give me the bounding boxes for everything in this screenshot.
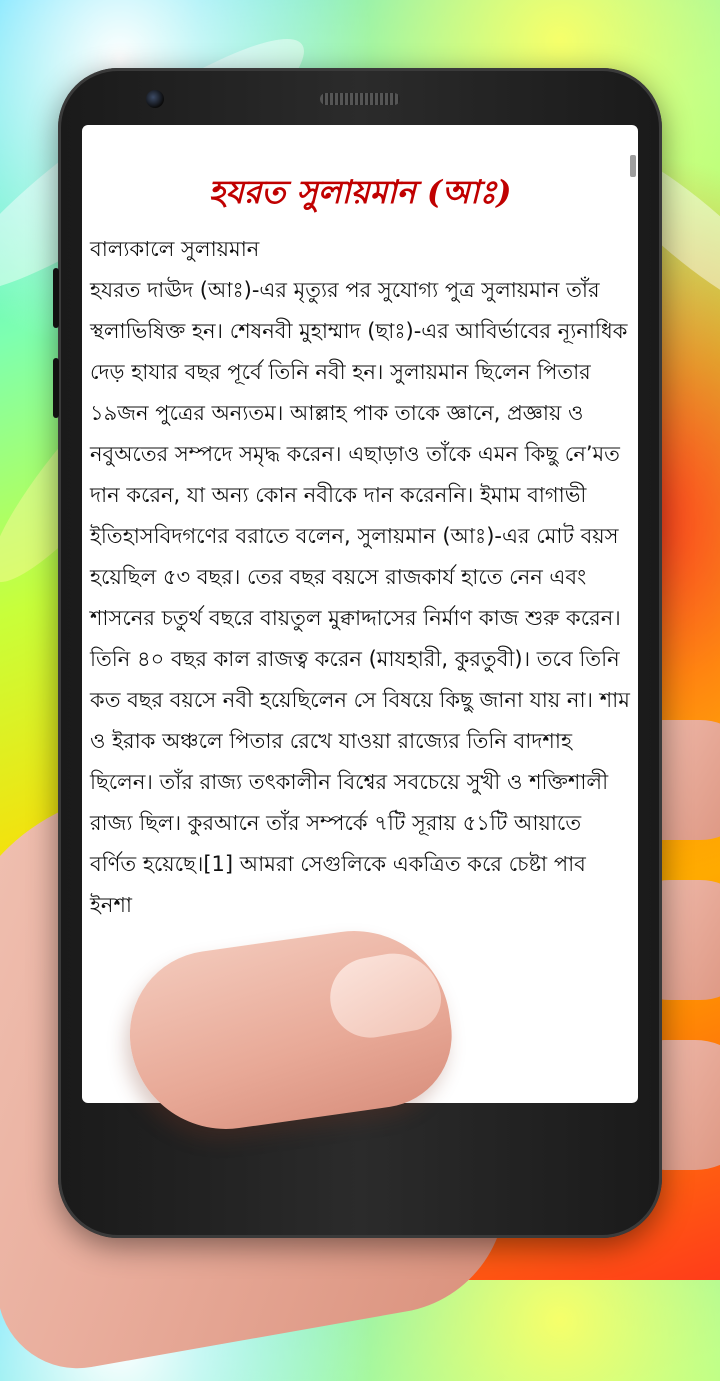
article-body[interactable] [90, 229, 630, 926]
speaker-grille-icon [320, 93, 400, 105]
volume-button [53, 268, 59, 328]
page-title: হযরত সুলায়মান (আঃ) [208, 173, 512, 211]
article-subheading: বাল্যকালে সুলায়মান [90, 237, 260, 261]
front-camera-icon [146, 90, 164, 108]
power-button [53, 358, 59, 418]
article-paragraph: হযরত দাঊদ (আঃ)-এর মৃত্যুর পর সুযোগ্য পুত্র সুলায়মান তাঁর স্থলাভিষিক্ত হন। শেষনবী মুহাম্মাদ (ছাঃ)-এর আবির্ভাবের ন্যূনাধিক দেড় হাযার বছর পূর্বে তিনি নবী হন। সুলায়মান ছিলেন পিতার ১৯জন পুত্রের অন্যতম। আল্লাহ পাক তাকে জ্ঞানে, প্রজ্ঞায় ও নবুঅতের সম্পদে সমৃদ্ধ করেন। এছাড়াও তাঁকে এমন কিছু নে’মত দান করেন, যা অন্য কোন নবীকে দান করেননি। ইমাম বাগাভী ইতিহাসবিদগণের বরাতে বলেন, সুলায়মান (আঃ)-এর মোট বয়স হয়েছিল ৫৩ বছর। তের বছর বয়সে রাজকার্য হাতে নেন এবং শাসনের চতুর্থ বছরে বায়তুল মুক্বাদ্দাসের নির্মাণ কাজ শুরু করেন। তিনি ৪০ বছর কাল রাজত্ব করেন (মাযহারী, কুরতুবী)। তবে তিনি কত বছর বয়সে নবী হয়েছিলেন সে বিষয়ে কিছু জানা যায় না। শাম ও ইরাক অঞ্চলে পিতার রেখে যাওয়া রাজ্যের তিনি বাদশাহ ছিলেন। তাঁর রাজ্য তৎকালীন বিশ্বের সবচেয়ে সুখী ও শক্তিশালী রাজ্য ছিল। কুরআনে তাঁর সম্পর্কে ৭টি সূরায় ৫১টি আয়াতে বর্ণিত হয়েছে।[1] আমরা সেগুলিকে একত্রিত করে চেষ্টা পাব ইনশা [90, 278, 630, 917]
